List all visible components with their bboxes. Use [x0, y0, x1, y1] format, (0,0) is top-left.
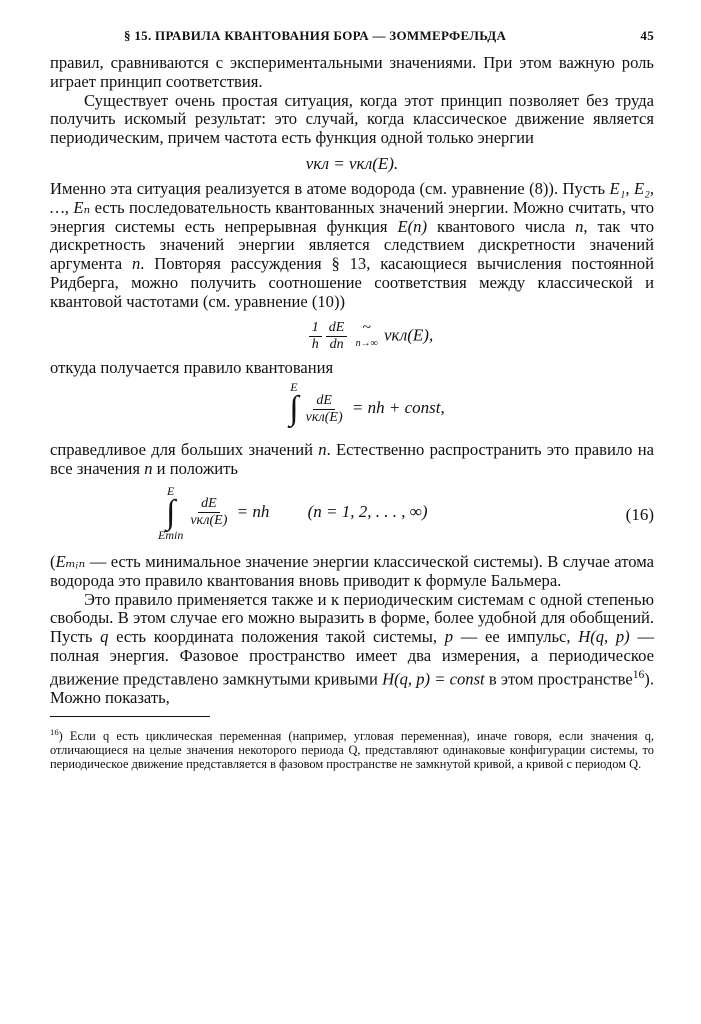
text-span: есть последовательность квантованных значений энергии. Можно считать, что энергия системы есть непрерывная функция — [50, 197, 654, 236]
equation-16-condition: (n = 1, 2, . . . , ∞) — [307, 501, 428, 521]
text-span: — есть минимальное значение энергии классической системы). В случае атома водорода это правило квантования вновь приводит к формуле Бальмера. — [50, 551, 654, 590]
text-span: , так что дискретность значений энергии является следствием дискретности значений аргумента — [50, 216, 654, 274]
book-page — [50, 28, 654, 772]
text-span: . Повторяя рассуждения § 13, касающиеся вычисления постоянной Ридберга, можно получить соотношение соответствия между классической и квантовой частотами (см. уравнение (10)) — [50, 254, 654, 311]
integral-sign: E ∫ — [289, 380, 299, 428]
equation-16 — [158, 485, 654, 547]
text-span: — ее импульс, — [453, 627, 579, 647]
equation-quantization-rhs: = nh + const, — [351, 398, 445, 418]
equation-number: (16) — [625, 504, 654, 524]
math-q: q — [100, 627, 109, 647]
math-n: n — [131, 254, 141, 274]
equation-16-rhs: = nh — [236, 501, 270, 521]
footnote-reference[interactable]: 16 — [632, 667, 645, 681]
text-span: ). Можно показать, — [50, 669, 654, 708]
footnote-text: ) Если q есть циклическая переменная (например, угловая переменная), иначе говоря, если значения q, отличающиеся на целые значения некоторого периода Q, представляют одинаковые конфигурации системы, то периодическое движение представляется в фазовом пространстве не замкнутой кривой, а кривой с периодом Q. — [50, 728, 654, 772]
math-n: n — [144, 459, 153, 479]
fraction-one-over-h: $\frac{1}{h}$ — [309, 320, 322, 353]
math-emin: Eₘᵢₙ — [55, 551, 86, 571]
section-title: § 15. ПРАВИЛА КВАНТОВАНИЯ БОРА — ЗОММЕРФЕЛЬДА — [124, 28, 507, 43]
text-span: ( — [50, 551, 56, 571]
paragraph-2: Существует очень простая ситуация, когда этот принцип позволяет без труда получить искомый результат: это случай, когда классическое движение является периодическим, причем частота есть функция одной только энергии — [50, 90, 654, 148]
math-hamiltonian-const: H(q, p) = const — [382, 669, 485, 689]
text-span: . Естественно распространить это правило на все значения — [50, 440, 654, 479]
footnote-16 — [50, 725, 654, 772]
text-span: в этом пространстве — [484, 669, 633, 689]
paragraph-6 — [50, 553, 654, 591]
page-number: 45 — [640, 28, 654, 43]
footnote-marker: 16 — [50, 726, 59, 737]
text-span: и положить — [152, 459, 238, 479]
paragraph-1: правил, сравниваются с экспериментальными значениями. При этом важную роль играет принцип соответствия. — [50, 53, 654, 91]
integral-sign: E ∫ Emin — [158, 483, 184, 542]
text-span: Именно эта ситуация реализуется в атоме водорода (см. уравнение (8)). Пусть — [50, 178, 610, 198]
running-header — [50, 28, 654, 54]
fraction-dE-nu: $\frac{dE}{\text{νкл(E)}}$ — [305, 392, 343, 425]
equation-correspondence — [86, 320, 654, 353]
math-n: n — [318, 440, 327, 460]
equation-correspondence-rhs: νкл(E), — [383, 324, 434, 344]
text-span: справедливое для больших значений — [50, 440, 319, 460]
math-p: p — [444, 627, 454, 647]
equation-frequency — [50, 154, 654, 174]
equation-frequency-text: νкл = νкл(E). — [305, 153, 399, 173]
math-energy-function: E(n) — [397, 216, 428, 236]
fraction-dE-nu: $\frac{dE}{\text{νкл(E)}}$ — [190, 496, 228, 529]
paragraph-5 — [50, 441, 654, 479]
fraction-dE-dn: $\frac{dE}{dn}$ — [326, 320, 348, 353]
text-span: есть координата положения такой системы, — [108, 627, 445, 647]
math-energies: E₁, E₂, …, Eₙ — [50, 178, 654, 217]
math-n: n — [575, 216, 584, 236]
equation-quantization-rule — [80, 381, 654, 437]
paragraph-3 — [50, 180, 654, 312]
text-span: Это правило применяется также и к периодическим системам с одной степенью свободы. В этом случае его можно выразить в форме, более удобной для обобщений. Пусть — [50, 589, 654, 647]
footnote-divider — [50, 716, 210, 717]
math-hamiltonian: H(q, p) — [578, 627, 630, 647]
asymptotic-sign: ~ n→∞ — [355, 319, 378, 350]
paragraph-7 — [50, 591, 654, 708]
paragraph-4: откуда получается правило квантования — [50, 357, 334, 377]
text-span: — полная энергия. Фазовое пространство имеет два измерения, а периодическое движение представлено замкнутыми кривыми — [50, 627, 654, 689]
text-span: квантового числа — [427, 216, 576, 236]
